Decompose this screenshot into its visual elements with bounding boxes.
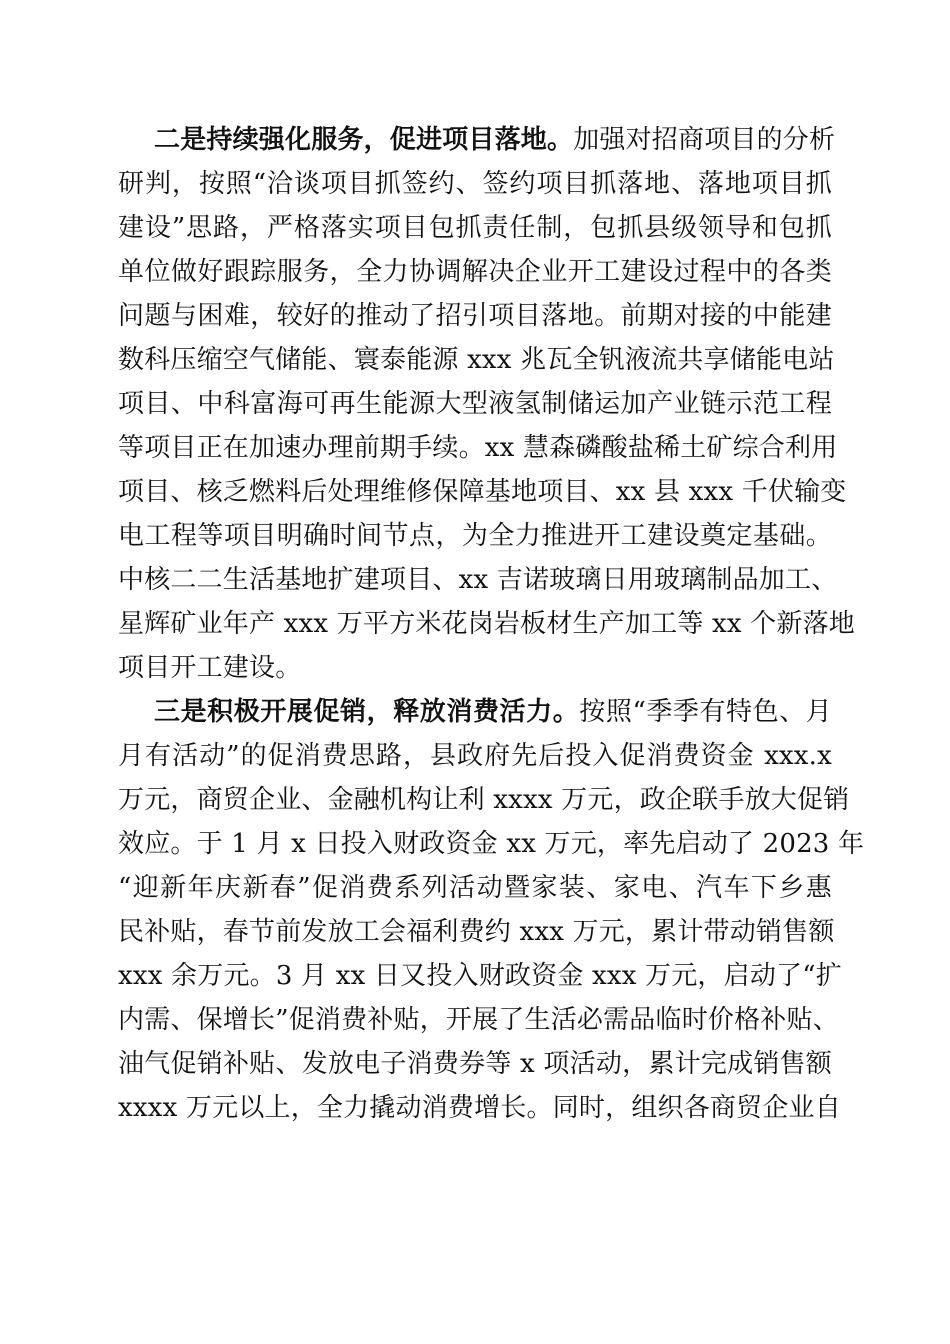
paragraph-service bbox=[118, 118, 855, 690]
document-body bbox=[118, 118, 865, 1130]
paragraph-line bbox=[118, 690, 832, 734]
paragraph-promotion bbox=[118, 690, 865, 1130]
paragraph-line bbox=[118, 118, 836, 162]
paragraph-line: 项目开工建设。 bbox=[118, 653, 302, 683]
paragraph-line: 问题与困难，较好的推动了招引项目落地。前期对接的中能建 bbox=[118, 301, 832, 331]
paragraph-line: 万元，商贸企业、金融机构让利 xxxx 万元，政企联手放大促销 bbox=[118, 785, 850, 815]
paragraph-line: 等项目正在加速办理前期手续。xx 慧森磷酸盐稀土矿综合利用 bbox=[118, 433, 838, 463]
paragraph-heading: 三是积极开展促销，释放消费活力。 bbox=[154, 697, 580, 727]
paragraph-line: 研判，按照“洽谈项目抓签约、签约项目抓落地、落地项目抓 bbox=[118, 169, 832, 199]
paragraph-line: 油气促销补贴、发放电子消费券等 x 项活动，累计完成销售额 bbox=[118, 1049, 832, 1079]
paragraph-line: 星辉矿业年产 xxx 万平方米花岗岩板材生产加工等 xx 个新落地 bbox=[118, 609, 855, 639]
paragraph-text: 按照“季季有特色、月 bbox=[579, 697, 832, 727]
paragraph-line: 月有活动”的促消费思路，县政府先后投入促消费资金 xxx.x bbox=[118, 741, 832, 771]
paragraph-line: 项目、核乏燃料后处理维修保障基地项目、xx 县 xxx 千伏输变 bbox=[118, 477, 847, 507]
paragraph-line: xxxx 万元以上，全力撬动消费增长。同时，组织各商贸企业自 bbox=[118, 1093, 841, 1123]
paragraph-line: xxx 余万元。3 月 xx 日又投入财政资金 xxx 万元，启动了“扩 bbox=[118, 961, 842, 991]
paragraph-line: 内需、保增长”促消费补贴，开展了生活必需品临时价格补贴、 bbox=[118, 1005, 839, 1035]
paragraph-line: 单位做好跟踪服务，全力协调解决企业开工建设过程中的各类 bbox=[118, 257, 832, 287]
paragraph-line: 项目、中科富海可再生能源大型液氢制储运加产业链示范工程 bbox=[118, 389, 832, 419]
paragraph-text: 加强对招商项目的分析 bbox=[573, 125, 836, 155]
paragraph-heading: 二是持续强化服务，促进项目落地。 bbox=[154, 125, 574, 155]
paragraph-line: 数科压缩空气储能、寰泰能源 xxx 兆瓦全钒液流共享储能电站 bbox=[118, 345, 835, 375]
paragraph-line: 效应。于 1 月 x 日投入财政资金 xx 万元，率先启动了 2023 年 bbox=[118, 829, 865, 859]
paragraph-line: 建设”思路，严格落实项目包抓责任制，包抓县级领导和包抓 bbox=[118, 213, 832, 243]
paragraph-line: “迎新年庆新春”促消费系列活动暨家装、家电、汽车下乡惠 bbox=[118, 873, 832, 903]
paragraph-line: 民补贴，春节前发放工会福利费约 xxx 万元，累计带动销售额 bbox=[118, 917, 835, 947]
paragraph-line: 电工程等项目明确时间节点，为全力推进开工建设奠定基础。 bbox=[118, 521, 832, 551]
paragraph-line: 中核二二生活基地扩建项目、xx 吉诺玻璃日用玻璃制品加工、 bbox=[118, 565, 838, 595]
